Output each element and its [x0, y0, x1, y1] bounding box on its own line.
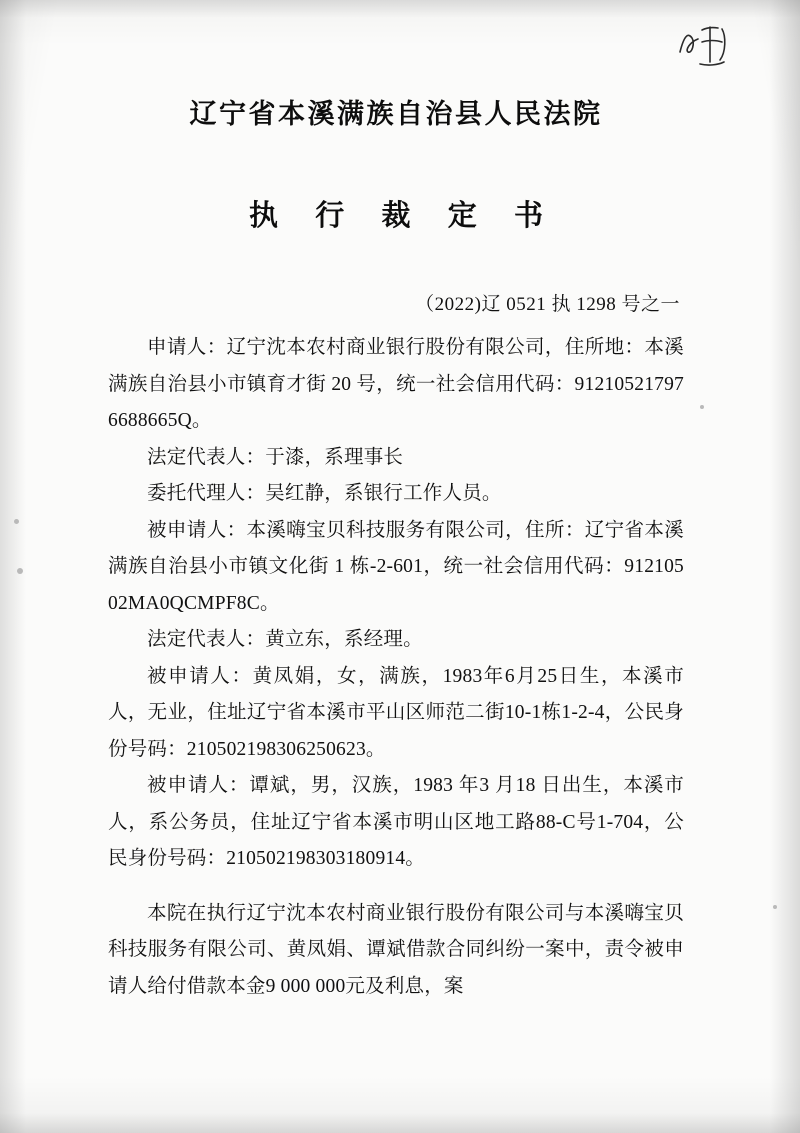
paragraph: 法定代表人：于漆，系理事长 [147, 446, 404, 468]
paragraph: 被申请人：谭斌，男，汉族，1983 年3 月18 日出生，本溪市人，系公务员，住址辽宁省本溪市明山区地工路88-C号1-704，公民身份号码：210502198303180914。 [108, 775, 684, 869]
document-content [108, 0, 684, 1005]
paragraph: 本院在执行辽宁沈本农村商业银行股份有限公司与本溪嗨宝贝科技服务有限公司、黄凤娟、谭斌借款合同纠纷一案中，责令被申请人给付借款本金9 000 000元及利息，案 [108, 902, 684, 997]
scan-speck [17, 568, 23, 574]
paragraph: 申请人：辽宁沈本农村商业银行股份有限公司，住所地：本溪满族自治县小市镇育才街 20 号，统一社会信用代码：91210521797 6688665Q。 [108, 337, 684, 431]
scan-edge-left [0, 0, 26, 1133]
court-name-heading: 辽宁省本溪满族自治县人民法院 [189, 99, 603, 129]
document-body [108, 330, 684, 1005]
paragraph: 委托代理人：吴红静，系银行工作人员。 [147, 483, 502, 504]
case-number: （2022)辽 0521 执 1298 号之一 [415, 294, 680, 315]
scan-speck [14, 519, 19, 524]
paragraph: 法定代表人：黄立东，系经理。 [147, 629, 423, 650]
scan-edge-bottom [0, 1113, 800, 1133]
paragraph: 被申请人：本溪嗨宝贝科技服务有限公司，住所：辽宁省本溪满族自治县小市镇文化街 1 栋-2-601，统一社会信用代码：91210502MA0QCMPF8C。 [108, 519, 684, 614]
page-title: 执 行 裁 定 书 [248, 200, 558, 232]
scan-edge-right [770, 0, 800, 1133]
paragraph: 被申请人：黄凤娟，女，满族，1983年6月25日生，本溪市人，无业，住址辽宁省本溪市平山区师范二街10-1栋1-2-4，公民身份号码：210502198306250623。 [108, 665, 684, 760]
scan-speck [773, 905, 777, 909]
scan-speck [700, 405, 704, 409]
